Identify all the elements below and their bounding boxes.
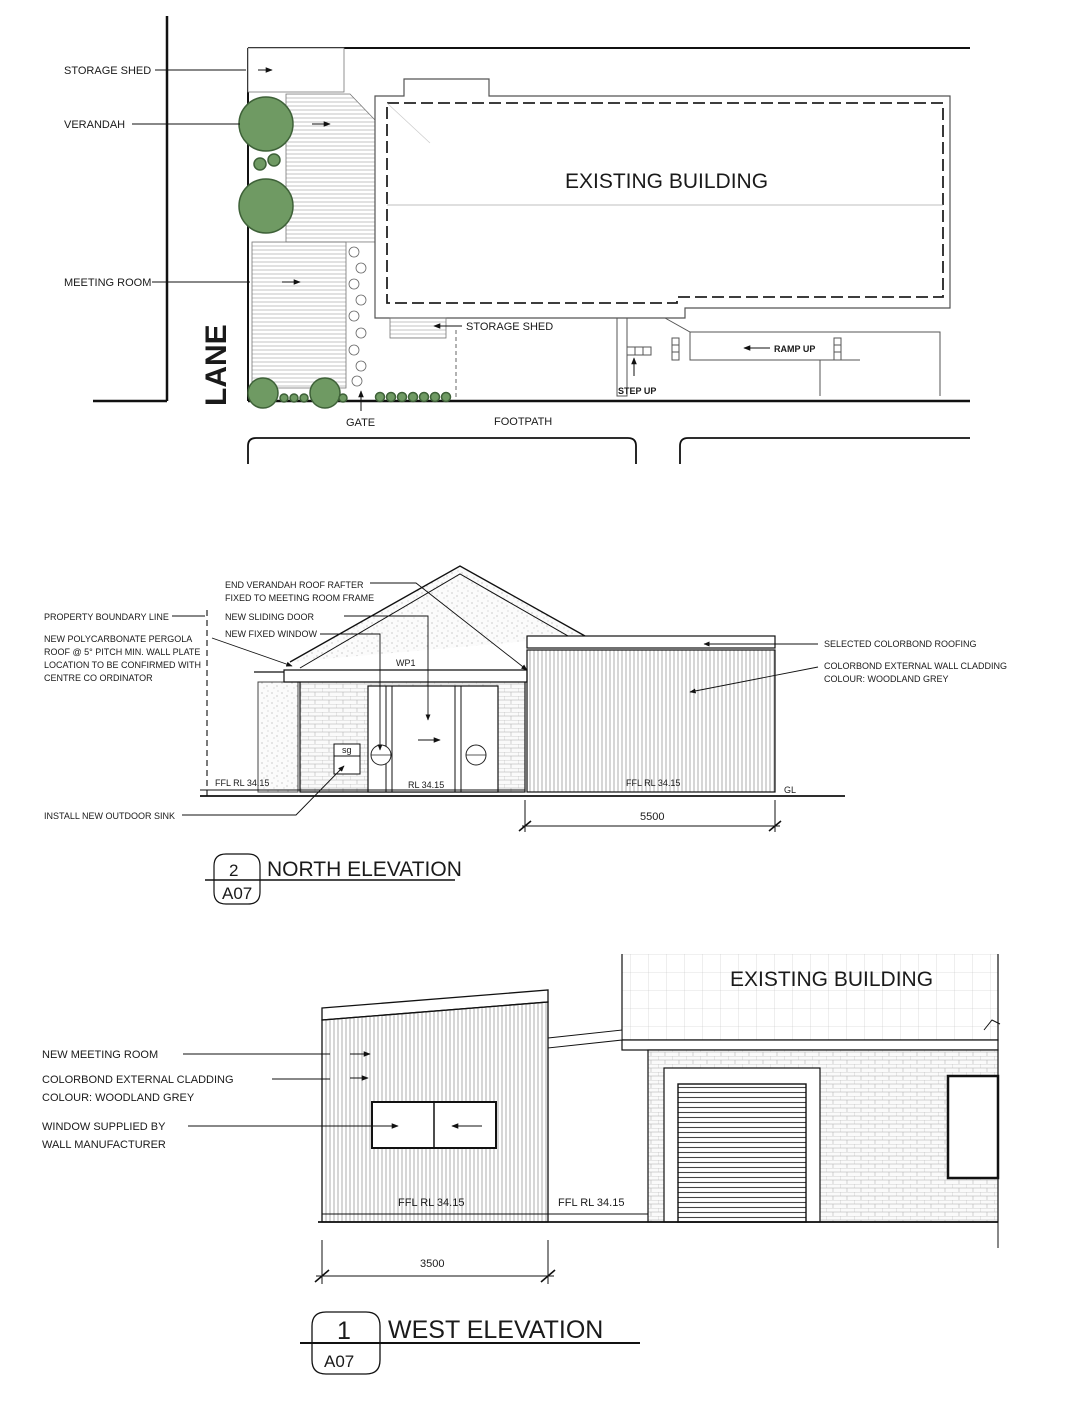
west-label-existing-building: EXISTING BUILDING — [730, 968, 934, 991]
west-dimension-text: 3500 — [420, 1258, 445, 1270]
north-label-cladding-1: COLORBOND EXTERNAL WALL CLADDING — [824, 661, 1008, 671]
ramp-and-steps — [617, 318, 940, 396]
pavers — [349, 247, 366, 386]
plan-label-storage-shed-small: STORAGE SHED — [466, 321, 554, 333]
plan-label-footpath: FOOTPATH — [494, 416, 553, 428]
north-label-gl: GL — [784, 785, 797, 795]
north-label-sliding-door: NEW SLIDING DOOR — [225, 612, 315, 622]
north-title-block — [205, 854, 462, 904]
north-label-end-verandah-2: FIXED TO MEETING ROOM FRAME — [225, 593, 375, 603]
tree-icon — [239, 179, 293, 233]
west-label-ffl-1: FFL RL 34.15 — [398, 1197, 465, 1209]
plan-verandah — [286, 94, 375, 242]
plan-label-existing-building: EXISTING BUILDING — [565, 170, 769, 193]
tree-icon — [248, 378, 278, 408]
north-dimension-text: 5500 — [640, 811, 665, 823]
west-label-cladding-2: COLOUR: WOODLAND GREY — [42, 1092, 195, 1104]
pergola-side-wall — [258, 682, 298, 792]
plan-storage-shed-small — [390, 318, 446, 338]
north-title-number: 2 — [229, 861, 239, 880]
north-label-rl-mid: RL 34.15 — [408, 780, 445, 790]
tree-icon — [310, 378, 340, 408]
plan-meeting-room — [252, 242, 346, 388]
west-title-name: WEST ELEVATION — [388, 1316, 604, 1344]
sliding-door-frame — [368, 686, 498, 792]
north-label-pergola-4: CENTRE CO ORDINATOR — [44, 673, 153, 683]
plan-label-step-up: STEP UP — [618, 386, 657, 396]
roller-door — [678, 1084, 806, 1222]
north-label-cladding-2: COLOUR: WOODLAND GREY — [824, 674, 949, 684]
north-title-sheet: A07 — [222, 884, 253, 903]
west-label-ffl-2: FFL RL 34.15 — [558, 1197, 625, 1209]
plan-label-verandah: VERANDAH — [64, 119, 126, 131]
verandah-roof-edge — [284, 670, 527, 682]
existing-window — [948, 1076, 998, 1178]
existing-building-plan — [375, 79, 950, 318]
north-title-name: NORTH ELEVATION — [267, 858, 462, 881]
tree-icon — [239, 97, 293, 151]
west-label-window-1: WINDOW SUPPLIED BY — [42, 1121, 166, 1133]
north-label-selected-roofing: SELECTED COLORBOND ROOFING — [824, 639, 977, 649]
north-label-property-boundary: PROPERTY BOUNDARY LINE — [44, 612, 169, 622]
west-title-number: 1 — [337, 1317, 351, 1345]
link-roof — [548, 1030, 622, 1048]
site-plan — [64, 16, 970, 464]
plan-label-gate: GATE — [346, 417, 376, 429]
north-label-pergola-2: ROOF @ 5° PITCH MIN. WALL PLATE — [44, 647, 201, 657]
road-outline — [248, 438, 970, 464]
west-elevation — [42, 954, 1000, 1374]
north-elevation — [44, 566, 1007, 904]
west-title-block — [300, 1312, 640, 1374]
shrub-icon — [268, 154, 280, 166]
existing-building-roof — [622, 954, 998, 1040]
north-label-pergola-3: LOCATION TO BE CONFIRMED WITH — [44, 660, 202, 670]
plan-label-lane: LANE — [200, 324, 233, 406]
plan-label-storage-shed: STORAGE SHED — [64, 65, 152, 77]
west-label-window-2: WALL MANUFACTURER — [42, 1139, 166, 1151]
north-label-ffl-left: FFL RL 34.15 — [215, 778, 270, 788]
north-label-pergola-1: NEW POLYCARBONATE PERGOLA — [44, 634, 193, 644]
colorbond-cladding-wall — [527, 650, 775, 792]
north-label-fixed-window: NEW FIXED WINDOW — [225, 629, 317, 639]
north-label-outdoor-sink: INSTALL NEW OUTDOOR SINK — [44, 811, 176, 821]
plan-label-meeting-room: MEETING ROOM — [64, 277, 152, 289]
shrub-icon — [254, 158, 266, 170]
north-label-wp1: WP1 — [396, 658, 416, 668]
north-label-end-verandah-1: END VERANDAH ROOF RAFTER — [225, 580, 364, 590]
plan-label-ramp-up: RAMP UP — [774, 344, 816, 354]
colorbond-roof — [527, 636, 775, 648]
north-label-sink-tag: sg — [342, 745, 352, 755]
west-title-sheet: A07 — [324, 1352, 355, 1371]
west-label-new-meeting-room: NEW MEETING ROOM — [42, 1049, 159, 1061]
north-label-ffl-right: FFL RL 34.15 — [626, 778, 681, 788]
west-label-cladding-1: COLORBOND EXTERNAL CLADDING — [42, 1074, 234, 1086]
